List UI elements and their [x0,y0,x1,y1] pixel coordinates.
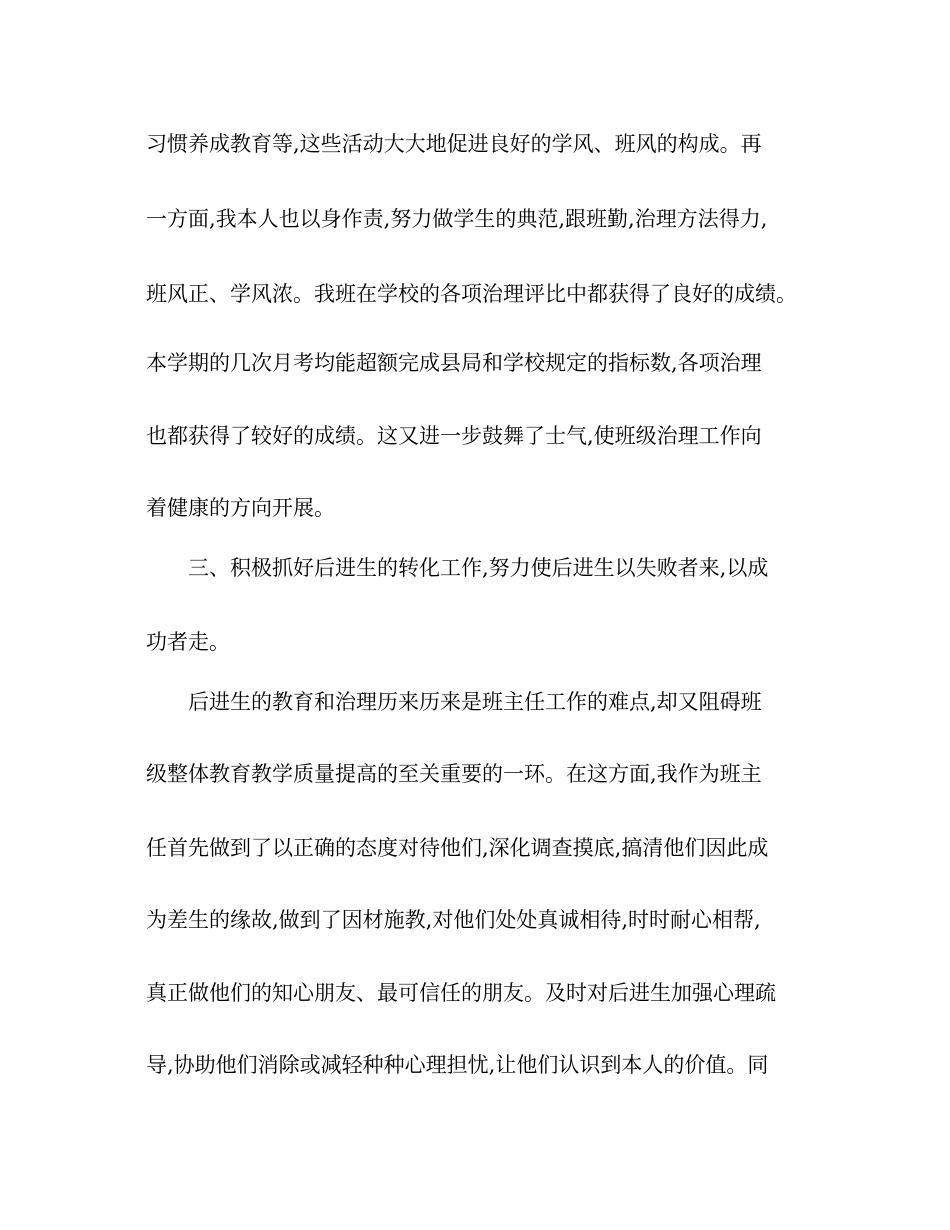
text-line: 习惯养成教育等,这些活动大大地促进良好的学风、班风的构成。再 [146,132,762,156]
section-heading: 三、积极抓好后进生的转化工作,努力使后进生以失败者来,以成 [188,556,769,580]
text-line: 着健康的方向开展。 [146,496,335,520]
text-line: 也都获得了较好的成绩。这又进一步鼓舞了士气,使班级治理工作向 [146,424,762,448]
text-line: 导,协助他们消除或减轻种种心理担忧,让他们认识到本人的价值。同 [146,1053,769,1077]
paragraph-start: 后进生的教育和治理历来历来是班主任工作的难点,却又阻碍班 [188,690,762,714]
text-line: 功者走。 [146,630,230,654]
text-line: 任首先做到了以正确的态度对待他们,深化调查摸底,搞清他们因此成 [146,836,769,860]
text-line: 一方面,我本人也以身作责,努力做学生的典范,跟班勤,治理方法得力, [146,207,768,231]
text-line: 真正做他们的知心朋友、最可信任的朋友。及时对后进生加强心理疏 [146,981,776,1005]
text-line: 级整体教育教学质量提高的至关重要的一环。在这方面,我作为班主 [146,762,762,786]
text-line: 班风正、学风浓。我班在学校的各项治理评比中都获得了良好的成绩。 [146,282,797,306]
text-line: 为差生的缘故,做到了因材施教,对他们处处真诚相待,时时耐心相帮, [146,908,761,932]
text-line: 本学期的几次月考均能超额完成县局和学校规定的指标数,各项治理 [146,351,762,375]
